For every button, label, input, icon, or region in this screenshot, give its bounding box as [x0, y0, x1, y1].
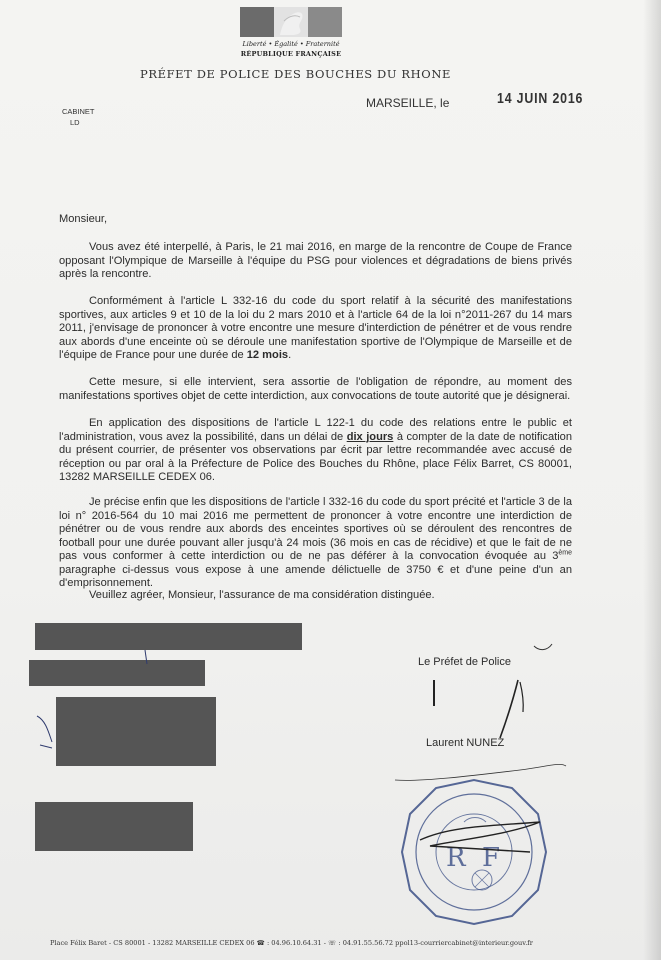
paragraph-5-text: Je précise enfin que les dispositions de l'article l 332-16 du code du sport précité et l'article 3 de la loi n° 2016-564 du 10 mai 2016 me permettent de prononcer à votre encontre une interdiction de pénétrer ou de vous rendre aux abords des enceintes sportives où se déroulent des rencontres de football pour une durée pouvant aller jusqu'à 24 mois (36 mois en cas de récidive) et que le fait de ne pas vous conformer à cette interdiction ou de ne pas déférer à la convocation évoquée au 3: [59, 496, 572, 562]
signature-scribble: [420, 822, 540, 852]
paragraph-4-text: En application des dispositions de l'article L 122-1 du code des relations entre le public et l'administration, vous avez la possibilité, dans un délai de: [59, 417, 572, 443]
prefecture-title: PRÉFET DE POLICE DES BOUCHES DU RHONE: [140, 67, 451, 81]
pen-mark: [145, 650, 147, 664]
paragraph-2-text: Conformément à l'article L 332-16 du code du sport relatif à la sécurité des manifestations sportives, aux articles 9 et 10 de la loi du 2 mars 2010 et à l'article 64 de la loi n°2011-267 du 14 mars 2011, j'envisage de prononcer à votre encontre une mesure d'interdiction de pénétrer et de vous rendre aux abords d'une enceinte où se déroule une manifestation sportive de l'Olympique de Marseille et de l'équipe de France pour une durée de: [59, 295, 572, 361]
cabinet-initials: LD: [70, 118, 80, 127]
deadline-highlight: dix jours: [346, 430, 394, 443]
paragraph-2-end: .: [288, 349, 292, 361]
handwritten-signature: [395, 680, 566, 780]
republic-motto: Liberté • Égalité • Fraternité: [242, 40, 340, 48]
cabinet-label: CABINET: [62, 107, 95, 116]
svg-text:R: R: [446, 843, 466, 873]
pen-mark: [37, 716, 52, 742]
republic-name: RÉPUBLIQUE FRANÇAISE: [240, 50, 342, 58]
pen-mark: [40, 745, 52, 748]
closing-formula: Veuillez agréer, Monsieur, l'assurance de ma considération distinguée.: [89, 589, 435, 601]
paragraph-5-text-end: paragraphe ci-dessus vous expose à une amende délictuelle de 3750 € et d'une peine d'un an d'emprisonnement.: [59, 563, 572, 589]
signer-title: Le Préfet de Police: [418, 656, 511, 668]
paragraph-3: Cette mesure, si elle intervient, sera assortie de l'obligation de répondre, au moment des manifestations sportives objet de cette interdiction, aux convocations de toute autorité que je désignerai.: [59, 376, 572, 402]
salutation: Monsieur,: [59, 213, 108, 225]
footer-contact: Place Félix Baret - CS 80001 - 13282 MARSEILLE CEDEX 06 ☎ : 04.96.10.64.31 - ☏ : 04.91.55.56.72 ppol13-courriercabinet@interieur.gouv.fr: [50, 939, 533, 947]
paragraph-1: Vous avez été interpellé, à Paris, le 21 mai 2016, en marge de la rencontre de Coupe de France opposant l'Olympique de Marseille à l'équipe du PSG pour violences et dégradations de biens privés après la rencontre.: [59, 241, 572, 280]
letter-city: MARSEILLE, le: [366, 96, 450, 110]
superscript-ordinal: ème: [558, 549, 572, 557]
signer-name: Laurent NUNEZ: [426, 737, 505, 749]
svg-text:F: F: [482, 843, 501, 873]
paragraph-4-text-end: à compter de la date de notification du présent courrier, de présenter vos observations par écrit par lettre recommandée avec accusé de réception ou par oral à la Préfecture de Police des Bouches du Rhône, place Félix Barret, CS 80001, 13282 MARSEILLE CEDEX 06.: [59, 430, 573, 483]
letter-date-stamp: 14 JUIN 2016: [497, 91, 584, 107]
duration-highlight: 12 mois: [246, 349, 289, 361]
pen-mark: [534, 644, 552, 650]
